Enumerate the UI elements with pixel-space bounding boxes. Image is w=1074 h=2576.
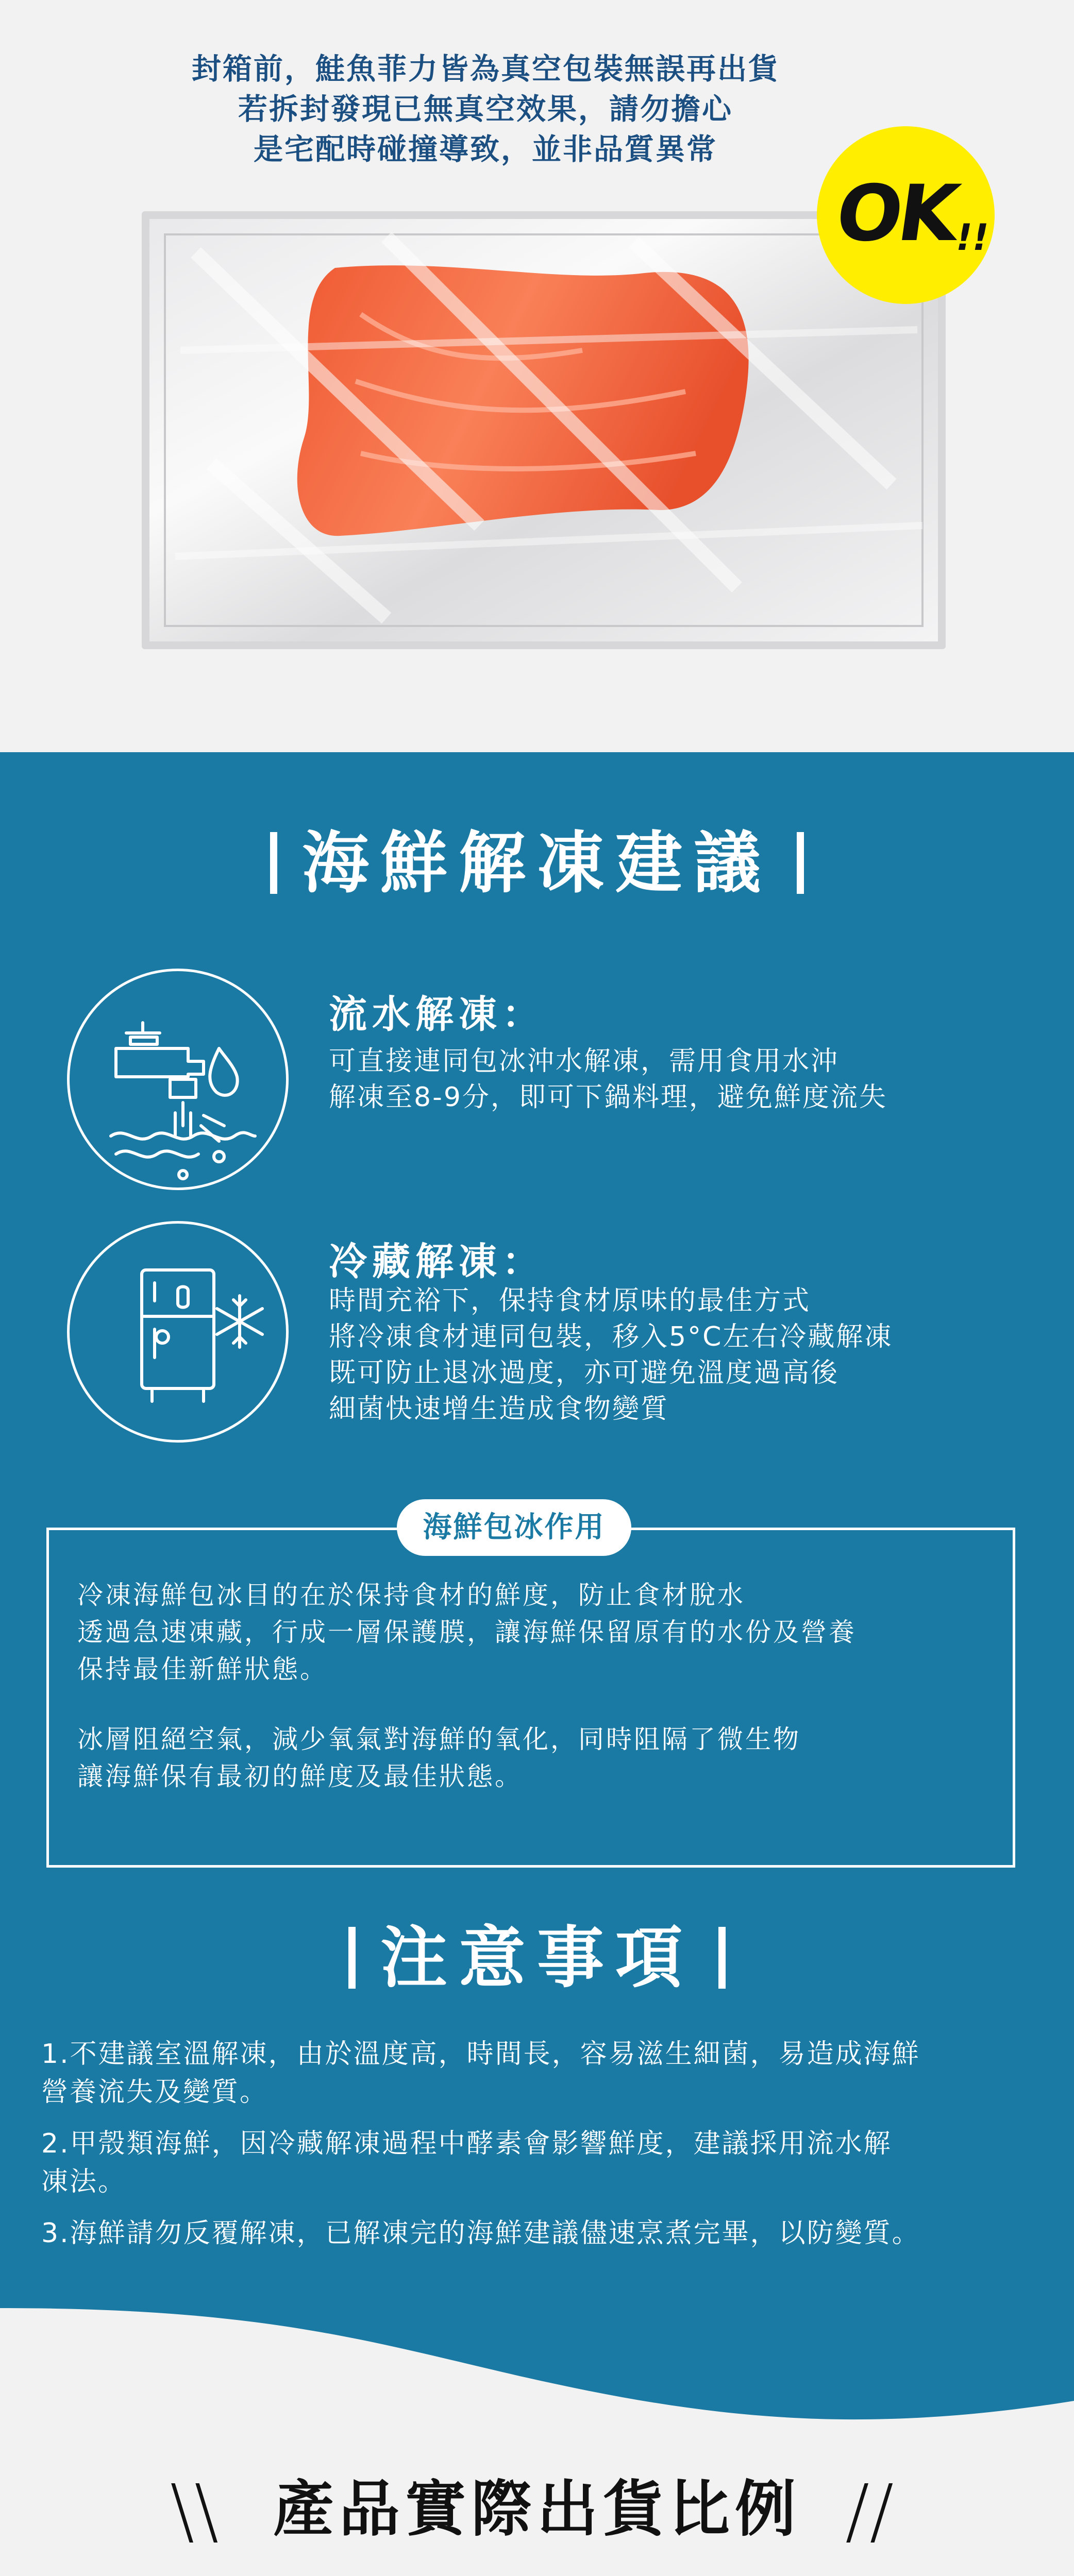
method-description xyxy=(329,1283,893,1427)
note-line: 營養流失及變質。 xyxy=(41,2077,268,2108)
method-line: 時間充裕下，保持食材原味的最佳方式 xyxy=(329,1285,811,1316)
note-item xyxy=(41,2035,1051,2111)
method-line: 既可防止退冰過度，亦可避免溫度過高後 xyxy=(329,1358,840,1388)
note-line: 凍法。 xyxy=(41,2166,127,2197)
thaw-method-running-water xyxy=(67,969,1026,1195)
notes-list xyxy=(41,2035,1051,2266)
note-line: 3.海鮮請勿反覆解凍，已解凍完的海鮮建議儘速烹煮完畢，以防變質。 xyxy=(41,2218,920,2249)
notice-line: 若拆封發現已無真空效果，請勿擔心 xyxy=(238,92,733,126)
ice-line: 冰層阻絕空氣，減少氧氣對海鮮的氧化，同時阻隔了微生物 xyxy=(77,1724,801,1754)
thaw-heading xyxy=(0,824,1074,902)
note-item xyxy=(41,2125,1051,2201)
notice-line: 是宅配時碰撞導致，並非品質異常 xyxy=(254,132,717,166)
section-wave-divider xyxy=(0,2308,1074,2442)
method-line: 將冷凍食材連同包裝，移入5°C左右冷藏解凍 xyxy=(329,1321,893,1352)
heading-bar-left xyxy=(348,1927,356,1989)
note-line: 2.甲殼類海鮮，因冷藏解凍過程中酵素會影響鮮度，建議採用流水解 xyxy=(41,2128,892,2159)
fridge-snowflake-icon xyxy=(67,1221,289,1443)
method-title: 冷藏解凍： xyxy=(329,1240,545,1284)
heading-bar-left xyxy=(270,832,277,894)
method-line: 細菌快速增生造成食物變質 xyxy=(329,1394,669,1425)
notes-heading xyxy=(0,1919,1074,1996)
ice-line: 讓海鮮保有最初的鮮度及最佳狀態。 xyxy=(77,1761,523,1791)
ice-line: 冷凍海鮮包冰目的在於保持食材的鮮度，防止食材脫水 xyxy=(77,1580,745,1610)
ok-badge-text: OK xyxy=(830,169,961,259)
title-slash-left: \\ xyxy=(170,2469,219,2553)
method-title: 流水解凍： xyxy=(329,992,545,1037)
ice-glaze-tag: 海鮮包冰作用 xyxy=(397,1499,631,1556)
vacuum-notice-text xyxy=(125,49,846,170)
ice-glaze-paragraph xyxy=(77,1721,995,1795)
heading-bar-right xyxy=(718,1927,726,1989)
ok-badge-mark: !! xyxy=(956,216,989,259)
thaw-method-refrigerator xyxy=(67,1221,1026,1448)
title-slash-right: // xyxy=(845,2469,894,2553)
method-line: 解凍至8-9分，即可下鍋料理，避免鮮度流失 xyxy=(329,1082,887,1113)
thaw-heading-text: 海鮮解凍建議 xyxy=(301,824,772,902)
note-item xyxy=(41,2214,1051,2252)
notice-line: 封箱前，鮭魚菲力皆為真空包裝無誤再出貨 xyxy=(192,52,779,86)
ice-line: 透過急速凍藏，行成一層保護膜，讓海鮮保留原有的水份及營養 xyxy=(77,1617,857,1647)
method-line: 可直接連同包冰沖水解凍，需用食用水沖 xyxy=(329,1046,840,1077)
method-description xyxy=(329,1043,887,1115)
faucet-water-icon xyxy=(67,969,289,1190)
note-line: 1.不建議室溫解凍，由於溫度高，時間長，容易滋生細菌，易造成海鮮 xyxy=(41,2039,920,2070)
heading-bar-right xyxy=(797,832,804,894)
ice-glaze-paragraph xyxy=(77,1577,995,1688)
notes-heading-text: 注意事項 xyxy=(380,1919,694,1997)
vacuum-packed-salmon-image xyxy=(119,196,953,659)
ice-line: 保持最佳新鮮狀態。 xyxy=(77,1654,328,1684)
ratio-title: 產品實際出貨比例 xyxy=(273,2473,801,2545)
